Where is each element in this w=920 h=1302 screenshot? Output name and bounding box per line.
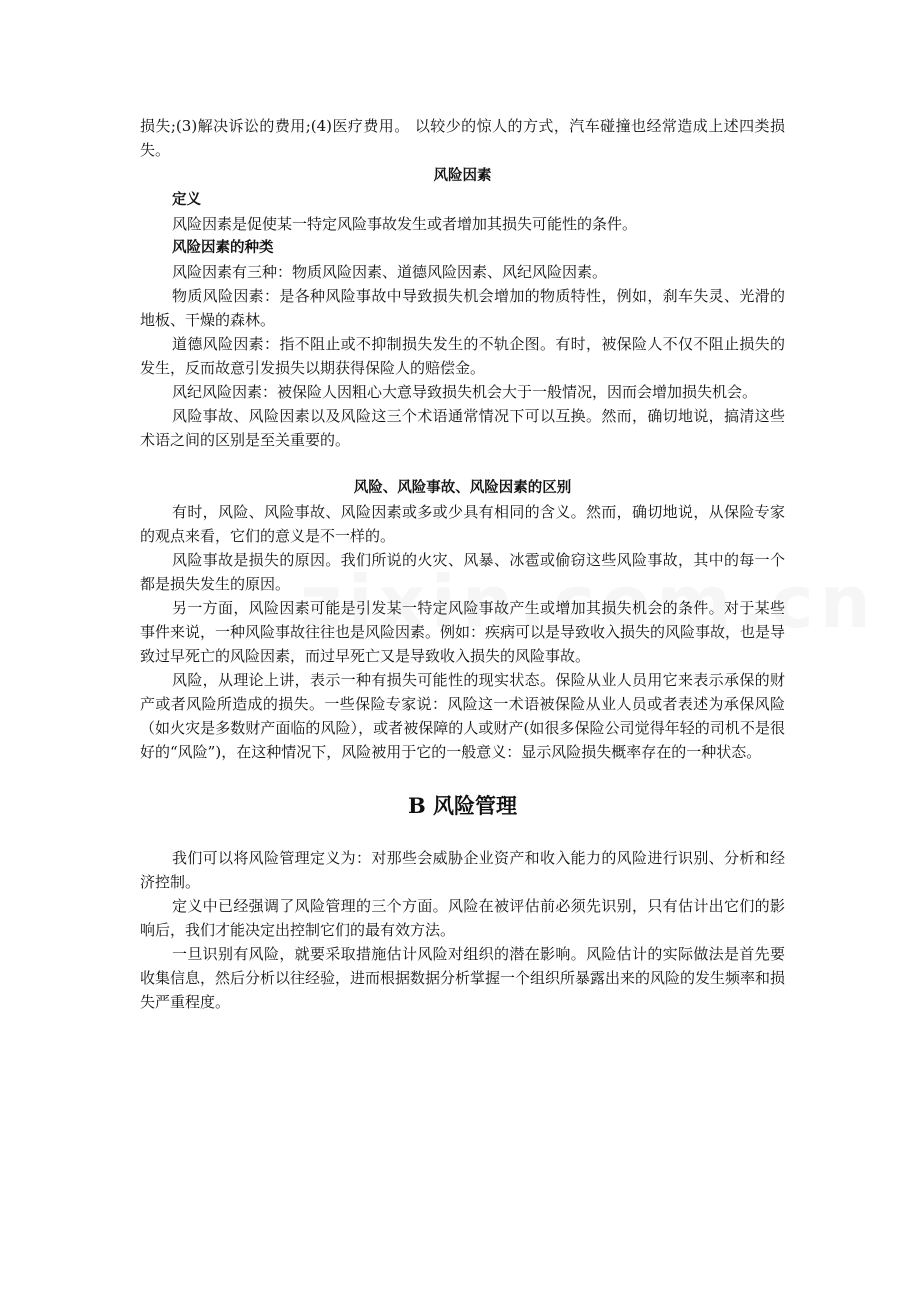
risk-management-paragraph: 一旦识别有风险，就要采取措施估计风险对组织的潜在影响。风险估计的实际做法是首先要收集信息，然后分析以往经验，进而根据数据分析掌握一个组织所暴露出来的风险的发生频率和损失严重程度。 (140, 945, 786, 1011)
difference-title: 风险、风险事故、风险因素的区别 (353, 479, 572, 496)
risk-management-title: B 风险管理 (407, 793, 518, 818)
difference-paragraph: 另一方面，风险因素可能是引发某一特定风险事故产生或增加其损失机会的条件。对于某些事件来说，一种风险事故往往也是风险因素。例如：疾病可以是导致收入损失的风险事故，也是导致过早死亡的风险因素，而过早死亡又是导致收入损失的风险事故。 (140, 599, 786, 665)
difference-paragraph: 风险事故是损失的原因。我们所说的火灾、风暴、冰雹或偷窃这些风险事故，其中的每一个都是损失发生的原因。 (140, 551, 785, 593)
hazard-paragraph: 物质风险因素：是各种风险事故中导致损失机会增加的物质特性，例如，刹车失灵、光滑的地板、干燥的森林。 (140, 287, 785, 329)
hazard-paragraph: 风险事故、风险因素以及风险这三个术语通常情况下可以互换。然而，确切地说，搞清这些术语之间的区别是至关重要的。 (140, 407, 785, 449)
difference-paragraph: 风险，从理论上讲，表示一种有损失可能性的现实状态。保险从业人员用它来表示承保的财产或者风险所造成的损失。一些保险专家说：风险这一术语被保险从业人员或者表述为承保风险（如火灾是多数财产面临的风险），或者被保障的人或财产(如很多保险公司觉得年轻的司机不是很好的“风险”)，在这种情况下，风险被用于它的一般意义：显示风险损失概率存在的一种状态。 (140, 671, 785, 761)
hazard-types-heading: 风险因素的种类 (172, 239, 274, 256)
hazard-paragraph: 风险因素有三种：物质风险因素、道德风险因素、风纪风险因素。 (172, 263, 608, 281)
intro-continuation-paragraph: 损失;(3)解决诉讼的费用;(4)医疗费用。 以较少的惊人的方式，汽车碰撞也经常造成上述四类损失。 (140, 117, 785, 159)
hazard-title: 风险因素 (433, 167, 492, 184)
definition-paragraph: 风险因素是促使某一特定风险事故发生或者增加其损失可能性的条件。 (172, 215, 638, 233)
hazard-paragraph: 风纪风险因素：被保险人因粗心大意导致损失机会大于一般情况，因而会增加损失机会。 (172, 383, 758, 401)
difference-paragraph: 有时，风险、风险事故、风险因素或多或少具有相同的含义。然而，确切地说，从保险专家的观点来看，它们的意义是不一样的。 (140, 503, 785, 545)
risk-management-paragraph: 我们可以将风险管理定义为：对那些会威胁企业资产和收入能力的风险进行识别、分析和经济控制。 (140, 849, 785, 891)
hazard-paragraph: 道德风险因素：指不阻止或不抑制损失发生的不轨企图。有时，被保险人不仅不阻止损失的发生，反而故意引发损失以期获得保险人的赔偿金。 (140, 335, 785, 377)
risk-management-paragraph: 定义中已经强调了风险管理的三个方面。风险在被评估前必须先识别，只有估计出它们的影响后，我们才能决定出控制它们的最有效方法。 (140, 897, 785, 939)
document-page (140, 114, 785, 1014)
definition-heading: 定义 (172, 191, 201, 208)
